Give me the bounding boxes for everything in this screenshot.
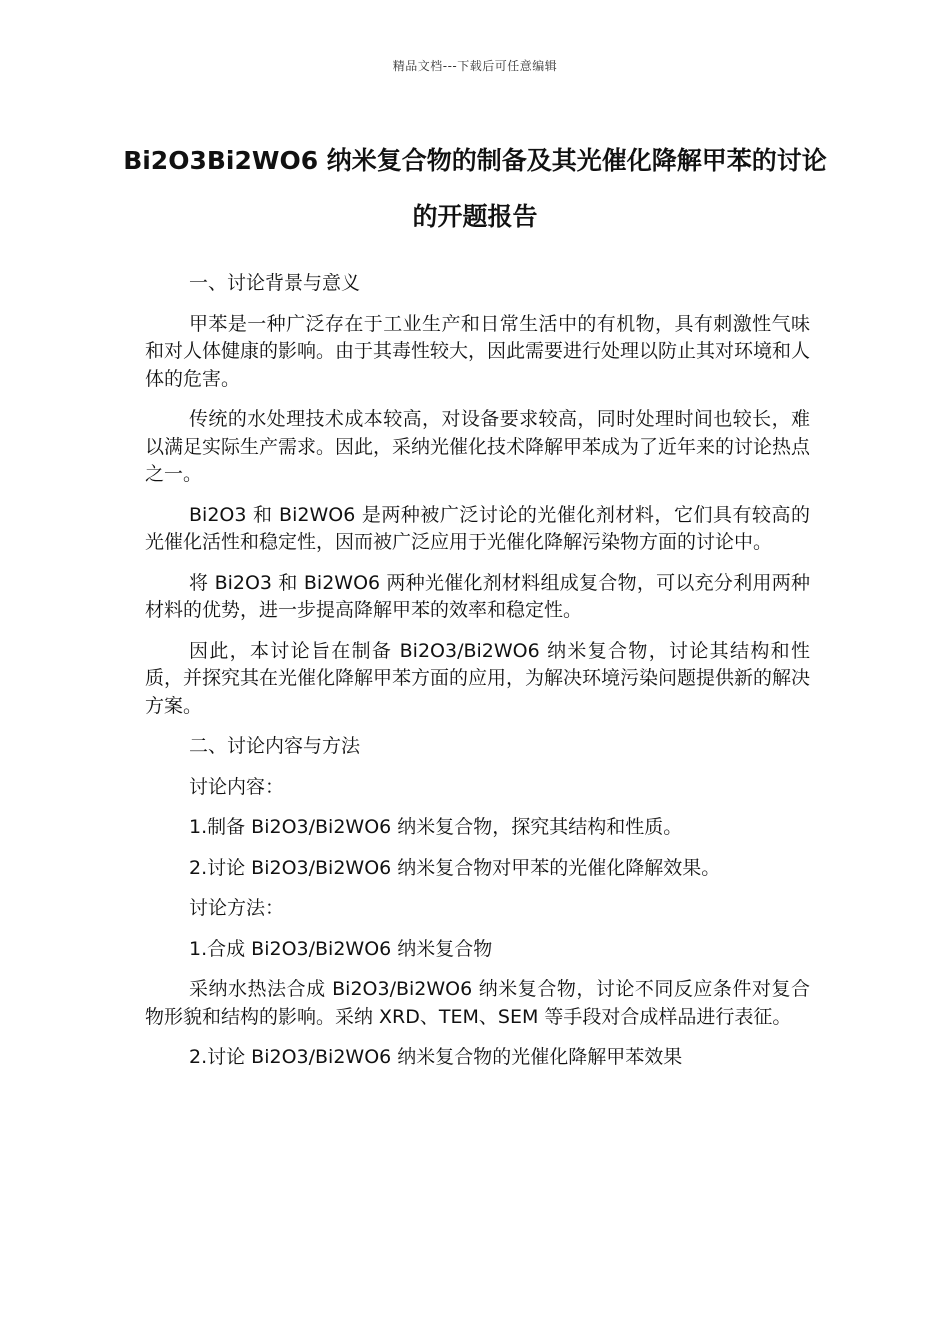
method-item-1: 1.合成 Bi2O3/Bi2WO6 纳米复合物 — [189, 937, 493, 960]
paragraph-traditional-treatment: 传统的水处理技术成本较高，对设备要求较高，同时处理时间也较长，难以满足实际生产需求。因此，采纳光催化技术降解甲苯成为了近年来的讨论热点之一。 — [145, 408, 811, 485]
section-heading-background: 一、讨论背景与意义 — [189, 272, 361, 294]
paragraph-composite: 将 Bi2O3 和 Bi2WO6 两种光催化剂材料组成复合物，可以充分利用两种材料的优势，进一步提高降解甲苯的效率和稳定性。 — [145, 571, 810, 621]
method-item-2: 2.讨论 Bi2O3/Bi2WO6 纳米复合物的光催化降解甲苯效果 — [189, 1046, 683, 1068]
content-item-1: 1.制备 Bi2O3/Bi2WO6 纳米复合物，探究其结构和性质。 — [189, 816, 683, 838]
paragraph-toluene-intro: 甲苯是一种广泛存在于工业生产和日常生活中的有机物，具有刺激性气味和对人体健康的影响。由于其毒性较大，因此需要进行处理以防止其对环境和人体的危害。 — [145, 312, 811, 390]
paragraph-research-aim: 因此，本讨论旨在制备 Bi2O3/Bi2WO6 纳米复合物，讨论其结构和性质，并探究其在光催化降解甲苯方面的应用，为解决环境污染问题提供新的解决方案。 — [145, 639, 811, 717]
section-heading-content-methods: 二、讨论内容与方法 — [189, 735, 361, 757]
document-body — [145, 270, 810, 1085]
method-item-1-description: 采纳水热法合成 Bi2O3/Bi2WO6 纳米复合物，讨论不同反应条件对复合物形貌和结构的影响。采纳 XRD、TEM、SEM 等手段对合成样品进行表征。 — [145, 978, 810, 1028]
header-note: 精品文档---下载后可任意编辑 — [392, 59, 558, 73]
paragraph-catalyst-materials: Bi2O3 和 Bi2WO6 是两种被广泛讨论的光催化剂材料，它们具有较高的光催化活性和稳定性，因而被广泛应用于光催化降解污染物方面的讨论中。 — [145, 503, 810, 553]
content-item-2: 2.讨论 Bi2O3/Bi2WO6 纳米复合物对甲苯的光催化降解效果。 — [189, 856, 721, 879]
content-label: 讨论内容： — [189, 775, 285, 798]
method-label: 讨论方法： — [189, 897, 285, 919]
document-title: Bi2O3Bi2WO6 纳米复合物的制备及其光催化降解甲苯的讨论的开题报告 — [123, 146, 827, 231]
